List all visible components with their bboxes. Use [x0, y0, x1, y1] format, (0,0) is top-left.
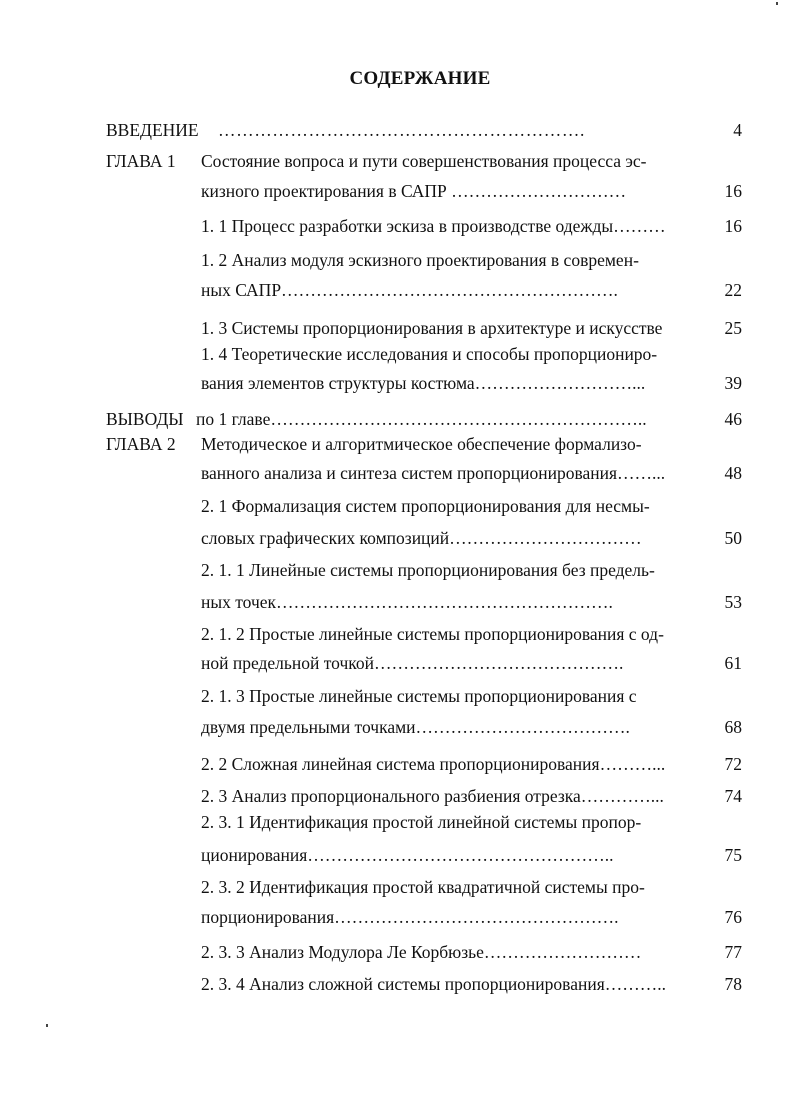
- scan-speck: [776, 2, 778, 5]
- toc-page-number: 74: [724, 786, 742, 806]
- toc-page-number: 48: [724, 463, 742, 483]
- toc-entry-text: кизного проектирования в САПР …………………………: [201, 181, 627, 201]
- toc-page-number: 77: [724, 942, 742, 962]
- toc-entry-text: 2. 3. 1 Идентификация простой линейной системы пропор-: [201, 812, 642, 832]
- toc-page-number: 75: [724, 845, 742, 865]
- toc-entry-text: 1. 2 Анализ модуля эскизного проектирования в современ-: [201, 250, 639, 270]
- toc-entry-text: ных САПР………………………………………………….: [201, 280, 618, 300]
- toc-entry-text: порционирования………………………………………….: [201, 907, 619, 927]
- toc-entry-text: ной предельной точкой…………………………………….: [201, 653, 624, 673]
- toc-page-number: 25: [724, 318, 742, 338]
- toc-page-number: 61: [724, 653, 742, 673]
- toc-label-intro: ВВЕДЕНИЕ: [106, 120, 199, 140]
- page-title: СОДЕРЖАНИЕ: [349, 68, 491, 89]
- toc-entry-text: ванного анализа и синтеза систем пропорционирования……...: [201, 463, 666, 483]
- toc-entry-text: 2. 1. 3 Простые линейные системы пропорционирования с: [201, 686, 637, 706]
- toc-entry-text: вания элементов структуры костюма………………………...: [201, 373, 646, 393]
- toc-page-number: 50: [724, 528, 742, 548]
- toc-entry-text: по 1 главе………………………………………………………..: [196, 409, 647, 429]
- toc-entry-text: 1. 4 Теоретические исследования и способы пропорциониро-: [201, 344, 658, 364]
- toc-page-number: 68: [724, 717, 742, 737]
- toc-entry-text: 1. 3 Системы пропорционирования в архитектуре и искусстве: [201, 318, 663, 338]
- toc-page-number: 76: [724, 907, 742, 927]
- toc-label-conclusions: ВЫВОДЫ: [106, 409, 184, 429]
- toc-entry-text: двумя предельными точками……………………………….: [201, 717, 630, 737]
- toc-page-number: 72: [724, 754, 742, 774]
- toc-entry-text: 2. 2 Сложная линейная система пропорционирования………...: [201, 754, 666, 774]
- toc-leader: …………………………………………………….: [218, 120, 585, 140]
- toc-entry-text: ных точек………………………………………………….: [201, 592, 613, 612]
- toc-page-number: 22: [724, 280, 742, 300]
- toc-entry-text: 2. 1 Формализация систем пропорционирования для несмы-: [201, 496, 650, 516]
- toc-entry-text: словых графических композиций……………………………: [201, 528, 642, 548]
- toc-page-number: 16: [724, 216, 742, 236]
- toc-entry-text: 2. 1. 2 Простые линейные системы пропорционирования с од-: [201, 624, 664, 644]
- toc-page-number: 4: [733, 120, 742, 140]
- toc-entry-text: 2. 3 Анализ пропорционального разбиения отрезка…………...: [201, 786, 664, 806]
- scan-speck: [46, 1024, 48, 1027]
- toc-label-chapter-2: ГЛАВА 2: [106, 434, 176, 454]
- toc-page-number: 16: [724, 181, 742, 201]
- toc-entry-text: 1. 1 Процесс разработки эскиза в производстве одежды………: [201, 216, 666, 236]
- toc-entry-text: Состояние вопроса и пути совершенствования процесса эс-: [201, 151, 647, 171]
- toc-entry-text: Методическое и алгоритмическое обеспечение формализо-: [201, 434, 642, 454]
- toc-page-number: 39: [724, 373, 742, 393]
- toc-entry-text: ционирования……………………………………………..: [201, 845, 614, 865]
- toc-entry-text: 2. 3. 4 Анализ сложной системы пропорционирования………..: [201, 974, 666, 994]
- toc-page-number: 78: [724, 974, 742, 994]
- toc-label-chapter-1: ГЛАВА 1: [106, 151, 176, 171]
- toc-entry-text: 2. 3. 3 Анализ Модулора Ле Корбюзье………………………: [201, 942, 642, 962]
- toc-entry-text: 2. 3. 2 Идентификация простой квадратичной системы про-: [201, 877, 645, 897]
- toc-page-number: 53: [724, 592, 742, 612]
- toc-entry-text: 2. 1. 1 Линейные системы пропорционирования без предель-: [201, 560, 655, 580]
- toc-page-number: 46: [724, 409, 742, 429]
